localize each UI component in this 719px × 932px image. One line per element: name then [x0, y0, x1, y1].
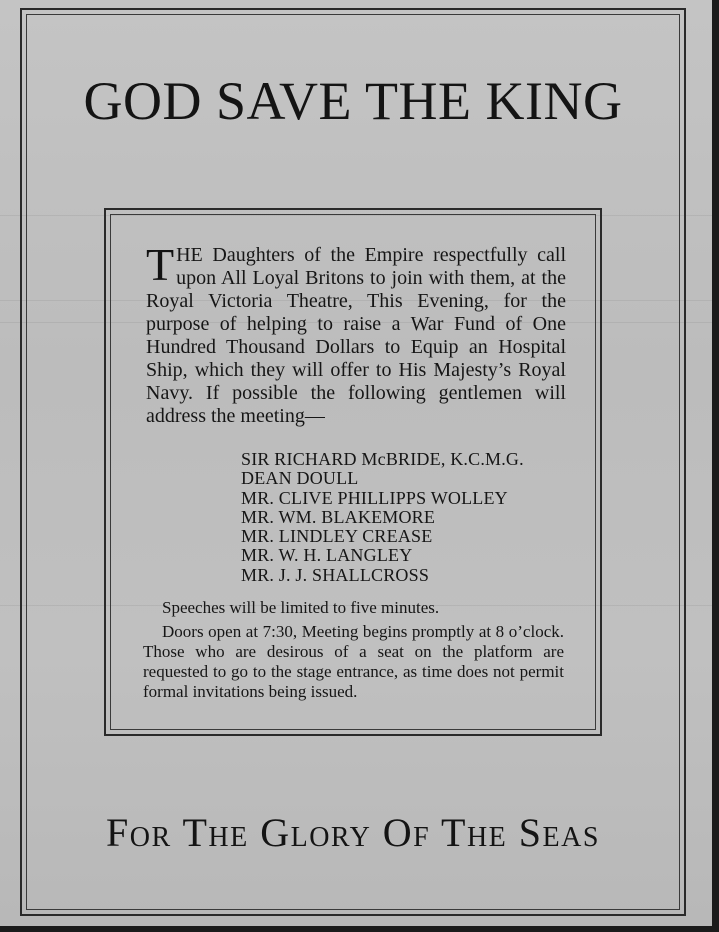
speaker-name: DEAN DOULL [241, 468, 359, 489]
speaker-list [241, 450, 581, 585]
footer-slogan: For The Glory Of The Seas [106, 810, 600, 855]
speech-limit-note: Speeches will be limited to five minutes. [162, 598, 440, 617]
speaker-name: MR. LINDLEY CREASE [241, 526, 433, 547]
speaker-name: MR. CLIVE PHILLIPPS WOLLEY [241, 487, 508, 508]
speaker-name: MR. WM. BLAKEMORE [241, 506, 436, 527]
drop-cap: T [146, 239, 175, 290]
speaker-name: MR. J. J. SHALLCROSS [241, 564, 430, 585]
headline: GOD SAVE THE KING [83, 71, 623, 131]
notice-body: HE Daughters of the Empire respectfully call upon All Loyal Britons to join with them, at the Royal Victoria Theatre, This Evening, for the purpose of helping to raise a War Fund of One Hundred Thousand Dollars to Equip an Hospital Ship, which they will offer to His Majesty’s Royal Navy. If possible the following gentlemen will address the meeting— [146, 244, 566, 427]
speaker-name: SIR RICHARD McBRIDE, K.C.M.G. [241, 449, 524, 469]
notice-paragraph [146, 239, 566, 428]
doors-open-note: Doors open at 7:30, Meeting begins promptly at 8 o’clock. Those who are desirous of a seat on the platform are requested to go to the stage entrance, as time does not permit formal invitations being issued. [143, 622, 564, 701]
speaker-name: MR. W. H. LANGLEY [241, 545, 413, 566]
